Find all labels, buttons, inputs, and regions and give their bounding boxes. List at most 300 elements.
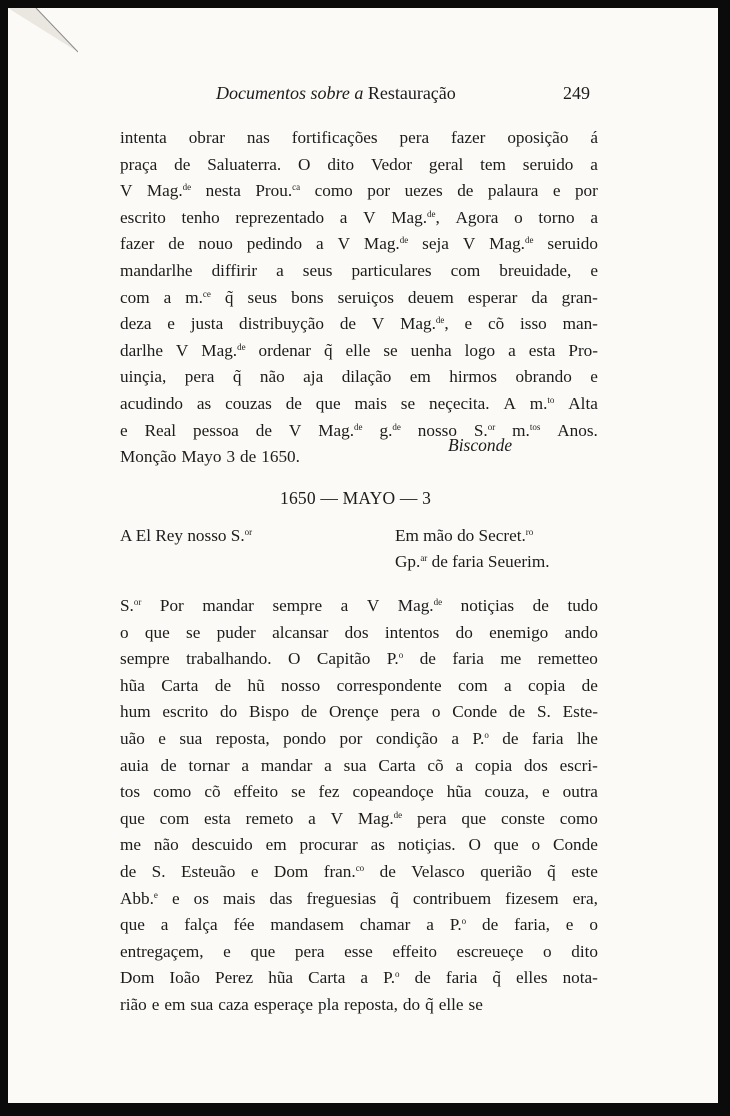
word: se: [400, 393, 416, 413]
word: V: [366, 596, 380, 615]
word: lhe: [576, 728, 598, 748]
word: de: [240, 447, 257, 467]
word: obrando: [515, 367, 572, 387]
word: de: [174, 154, 191, 174]
word: chamar: [359, 915, 411, 935]
word: de: [160, 755, 177, 775]
word: alcansar: [272, 622, 329, 642]
signature: Bisconde: [448, 435, 513, 455]
word: escreueçe: [456, 941, 524, 961]
word: querião: [480, 861, 532, 881]
word: pla: [317, 994, 339, 1014]
word: e: [158, 728, 166, 748]
word: os: [193, 888, 209, 908]
word: Velasco: [411, 861, 465, 881]
word: fizesem: [505, 888, 559, 908]
word: P.$^o$: [386, 649, 404, 669]
word: Real: [144, 420, 177, 440]
text-line: [120, 753, 598, 780]
word: mandar: [202, 596, 254, 615]
word: o: [514, 207, 523, 227]
word: a: [308, 808, 316, 828]
word: dos: [344, 622, 369, 642]
text-line: [120, 338, 598, 365]
word: e: [171, 888, 180, 908]
word: pera: [184, 367, 215, 387]
word: O: [287, 649, 301, 669]
word: de: [300, 702, 318, 722]
word: fran.$^{co}$: [323, 861, 365, 881]
word: hum: [120, 702, 151, 722]
word: V: [330, 808, 344, 828]
word: e: [590, 367, 598, 387]
word: V: [120, 181, 133, 201]
word: a: [455, 755, 464, 775]
word: procurar: [299, 835, 358, 855]
word: S.: [536, 702, 551, 722]
word: como: [153, 782, 192, 802]
word: Dom: [273, 861, 309, 881]
letter-paragraph-1: [120, 125, 598, 471]
word: que: [461, 808, 487, 828]
word: m.$^{ce}$: [185, 287, 211, 307]
word: o: [120, 622, 129, 642]
word: de: [532, 596, 549, 615]
text-line: [120, 258, 598, 285]
word: P.$^o$: [472, 728, 489, 748]
word: hũ: [247, 675, 265, 695]
word: q̃: [425, 994, 434, 1014]
word: de: [339, 314, 357, 334]
word: Dom: [120, 968, 155, 988]
word: effeito: [233, 782, 279, 802]
text-line: [120, 965, 598, 992]
text-line: [120, 152, 598, 179]
running-title: Documentos sobre a Restauração: [216, 83, 456, 103]
word: faria,: [514, 915, 550, 935]
word: á: [590, 128, 598, 147]
word: faria: [452, 649, 484, 669]
text-line: [120, 205, 598, 232]
word: Monção: [120, 447, 177, 467]
word: Mag.$^{de}$: [357, 808, 403, 828]
word: praça: [120, 154, 158, 174]
word: Alta: [568, 393, 598, 413]
word: a: [508, 340, 516, 360]
word: a: [241, 755, 249, 775]
word: Carta: [378, 755, 416, 775]
word: a: [340, 596, 349, 615]
word: a: [360, 968, 369, 988]
word: rião: [120, 994, 147, 1014]
word: A: [503, 393, 516, 413]
word: era,: [572, 888, 598, 908]
word: P.$^o$: [449, 915, 467, 935]
word: esperaçe: [253, 994, 313, 1014]
word: dos: [523, 755, 548, 775]
word: de: [502, 728, 519, 748]
word: tos: [120, 782, 141, 802]
text-line: [120, 646, 598, 673]
word: e: [120, 420, 128, 440]
word: e: [590, 260, 598, 280]
word: sua: [343, 755, 367, 775]
word: descuido: [191, 835, 253, 855]
word: seus: [302, 260, 333, 280]
word: tudo: [567, 596, 598, 615]
word: obrar: [188, 128, 225, 147]
word: elle: [438, 994, 464, 1014]
word: remeto: [245, 808, 294, 828]
word: particulares: [351, 260, 432, 280]
word: de: [482, 915, 499, 935]
word: remetteo: [537, 649, 598, 669]
text-line: [120, 311, 598, 338]
word: elles: [516, 968, 548, 988]
word: se: [186, 622, 201, 642]
word: com: [120, 287, 150, 307]
text-line: [120, 859, 598, 886]
word: Conde: [452, 702, 498, 722]
word: 1650.: [261, 447, 300, 467]
word: ando: [564, 622, 598, 642]
word: Mag.$^{de}$,: [391, 207, 440, 227]
word: reprezentado: [235, 207, 325, 227]
word: notiçias: [460, 596, 515, 615]
word: cõ: [487, 314, 505, 334]
word: de: [419, 649, 436, 669]
addressee: A El Rey nosso S.$^{or}$: [120, 526, 253, 545]
word: que: [250, 941, 276, 961]
text-line: [120, 912, 598, 939]
word: Capitão: [316, 649, 371, 669]
word: g.$^{de}$: [379, 420, 401, 440]
text-line: [120, 620, 598, 647]
word: de: [285, 393, 302, 413]
letter-paragraph-2: [120, 593, 598, 1019]
word: seruido: [547, 234, 598, 254]
text-line: [120, 444, 598, 471]
word: freguesias: [306, 888, 377, 908]
word: por: [574, 181, 598, 201]
word: neçecita.: [428, 393, 490, 413]
word: as: [370, 835, 385, 855]
word: hũa: [446, 782, 472, 802]
page-corner-fold: [8, 8, 78, 78]
text-line: [120, 125, 598, 152]
word: m.$^{tos}$: [512, 420, 541, 440]
word: Carta: [161, 675, 199, 695]
word: V: [175, 340, 189, 360]
word: o: [543, 941, 552, 961]
word: caza: [218, 994, 249, 1014]
word: Esteuão: [180, 861, 236, 881]
word: V: [363, 207, 376, 227]
word: e: [223, 941, 231, 961]
word: se: [383, 340, 398, 360]
word: não: [259, 367, 285, 387]
word: me: [500, 649, 522, 669]
word: o: [589, 915, 598, 935]
word: nosso: [281, 675, 321, 695]
word: com: [458, 675, 488, 695]
text-line: [120, 285, 598, 312]
word: esta: [528, 340, 556, 360]
word: auia: [120, 755, 149, 775]
text-line: [120, 231, 598, 258]
word: justa: [190, 314, 224, 334]
word: pera: [390, 702, 421, 722]
word: contribuem: [412, 888, 492, 908]
word: sua: [190, 994, 214, 1014]
word: pondo: [283, 728, 327, 748]
word: esperar: [467, 287, 518, 307]
text-line: [120, 391, 598, 418]
word: tenho: [181, 207, 220, 227]
word: Mag.$^{de}$: [397, 596, 443, 615]
word: pera: [416, 808, 447, 828]
word: mais: [354, 393, 387, 413]
word: Abb.$^e$: [120, 888, 158, 908]
word: nota-: [562, 968, 598, 988]
word: intenta: [120, 128, 167, 147]
word: nesta: [205, 181, 241, 201]
word: Mag.$^{de}$: [363, 234, 409, 254]
word: tornar: [188, 755, 230, 775]
word: que: [493, 835, 519, 855]
word: dito: [571, 941, 598, 961]
text-line: [120, 726, 598, 753]
word: fez: [318, 782, 340, 802]
word: esta: [204, 808, 231, 828]
word: pera: [294, 941, 325, 961]
word: por: [339, 728, 363, 748]
word: Prou.$^{ca}$: [255, 181, 301, 201]
word: Este-: [562, 702, 598, 722]
word: a: [160, 915, 169, 935]
word: escri-: [559, 755, 598, 775]
word: Ioão: [169, 968, 200, 988]
word: a: [451, 728, 459, 748]
word: do: [455, 622, 473, 642]
word: torno: [538, 207, 575, 227]
word: que: [144, 622, 170, 642]
text-line: [120, 178, 598, 205]
word: sua: [179, 728, 203, 748]
word: falça: [184, 915, 218, 935]
word: de: [214, 675, 232, 695]
word: q̃: [232, 367, 242, 387]
word: 3: [226, 447, 236, 467]
word: Conde: [553, 835, 598, 855]
word: este: [571, 861, 598, 881]
word: S.: [151, 861, 166, 881]
word: isso: [520, 314, 547, 334]
word: das: [269, 888, 293, 908]
word: entregaçem,: [120, 941, 204, 961]
word: aja: [303, 367, 324, 387]
word: e: [250, 861, 259, 881]
word: de: [414, 968, 431, 988]
word: S.$^{or}$: [120, 596, 142, 615]
word: seja: [422, 234, 449, 254]
word: V: [337, 234, 350, 254]
word: a: [339, 207, 348, 227]
text-line: [120, 992, 598, 1019]
secretary-line-1: Em mão do Secret.$^{ro}$: [395, 526, 534, 545]
word: Mag.$^{de}$,: [400, 314, 449, 334]
word: copia: [474, 755, 513, 775]
word: q̃: [492, 968, 501, 988]
word: Agora: [455, 207, 499, 227]
word: nas: [246, 128, 270, 147]
word: copia: [528, 675, 566, 695]
word: pedindo: [246, 234, 303, 254]
text-line: [120, 699, 598, 726]
word: geral: [428, 154, 464, 174]
word: a: [163, 287, 172, 307]
text-line: [120, 886, 598, 913]
word: de: [508, 702, 526, 722]
page: [8, 8, 718, 1103]
word: Perez: [215, 968, 254, 988]
word: a: [316, 234, 324, 254]
word: por: [367, 181, 391, 201]
word: tem: [480, 154, 506, 174]
word: como: [559, 808, 598, 828]
text-line: [120, 673, 598, 700]
word: fazer: [451, 128, 486, 147]
word: effeito: [392, 941, 437, 961]
word: mais: [222, 888, 256, 908]
word: e: [151, 994, 160, 1014]
word: couza,: [484, 782, 529, 802]
word: faria: [445, 968, 478, 988]
word: Mag.$^{de}$: [318, 420, 363, 440]
word: notiçias.: [397, 835, 456, 855]
word: q̃: [324, 340, 333, 360]
word: e: [541, 782, 550, 802]
word: mandar: [260, 755, 313, 775]
word: fazer: [120, 234, 155, 254]
page-number: 249: [563, 83, 590, 103]
word: que: [315, 393, 341, 413]
word: V: [288, 420, 302, 440]
word: a: [426, 915, 434, 935]
word: mandarlhe: [120, 260, 193, 280]
word: não: [153, 835, 179, 855]
word: a: [503, 675, 512, 695]
word: com: [159, 808, 190, 828]
word: Por: [159, 596, 184, 615]
word: Mag.$^{de}$: [146, 181, 192, 201]
word: gran-: [561, 287, 598, 307]
word: a: [590, 154, 598, 174]
word: Bispo: [249, 702, 290, 722]
text-line: [120, 593, 598, 620]
word: copeandoçe: [352, 782, 434, 802]
word: puder: [216, 622, 256, 642]
word: q̃: [224, 287, 234, 307]
word: hũa: [120, 675, 145, 695]
word: que: [120, 915, 145, 935]
word: hũa: [268, 968, 294, 988]
word: nosso: [417, 420, 457, 440]
word: o: [531, 835, 541, 855]
word: mandasem: [270, 915, 344, 935]
word: as: [196, 393, 212, 413]
word: V: [462, 234, 476, 254]
word: Mag.$^{de}$: [201, 340, 246, 360]
word: elle: [345, 340, 371, 360]
word: escrito: [162, 702, 209, 722]
word: nouo: [198, 234, 233, 254]
word: fée: [233, 915, 255, 935]
word: esse: [344, 941, 373, 961]
word: bons: [291, 287, 324, 307]
word: uezes: [404, 181, 443, 201]
word: deuem: [407, 287, 454, 307]
word: sempre: [272, 596, 323, 615]
word: dito: [327, 154, 355, 174]
word: V: [371, 314, 385, 334]
word: de: [581, 675, 598, 695]
word: em: [164, 994, 186, 1014]
text-line: [120, 418, 598, 445]
word: seruido: [522, 154, 574, 174]
word: diffirir: [211, 260, 258, 280]
word: cõ: [427, 755, 444, 775]
word: do: [220, 702, 238, 722]
word: acudindo: [120, 393, 184, 413]
word: palaura: [487, 181, 539, 201]
word: deza: [120, 314, 152, 334]
word: P.$^o$: [383, 968, 400, 988]
word: fortificações: [291, 128, 378, 147]
word: O: [468, 835, 481, 855]
word: de: [255, 420, 272, 440]
word: man-: [562, 314, 598, 334]
text-line: [120, 832, 598, 859]
word: uenha: [410, 340, 452, 360]
word: e: [565, 915, 574, 935]
word: como: [314, 181, 353, 201]
word: enemigo: [489, 622, 549, 642]
word: da: [531, 287, 548, 307]
word: ordenar: [258, 340, 312, 360]
word: de: [168, 234, 185, 254]
word: condição: [375, 728, 438, 748]
word: sempre: [120, 649, 170, 669]
secretary-line-2: Gp.$^{ar}$ de faria Seuerim.: [395, 552, 550, 571]
word: se: [291, 782, 306, 802]
word: conste: [500, 808, 545, 828]
word: em: [265, 835, 287, 855]
word: q̃: [390, 888, 399, 908]
word: escrito: [120, 207, 166, 227]
word: o: [431, 702, 441, 722]
word: outra: [562, 782, 598, 802]
word: O: [298, 154, 311, 174]
word: e: [552, 181, 561, 201]
word: logo: [464, 340, 496, 360]
word: Pro-: [568, 340, 598, 360]
word: hirmos: [449, 367, 497, 387]
word: pera: [399, 128, 430, 147]
word: correspondente: [336, 675, 442, 695]
word: seruiços: [337, 287, 394, 307]
word: Mag.$^{de}$: [489, 234, 534, 254]
